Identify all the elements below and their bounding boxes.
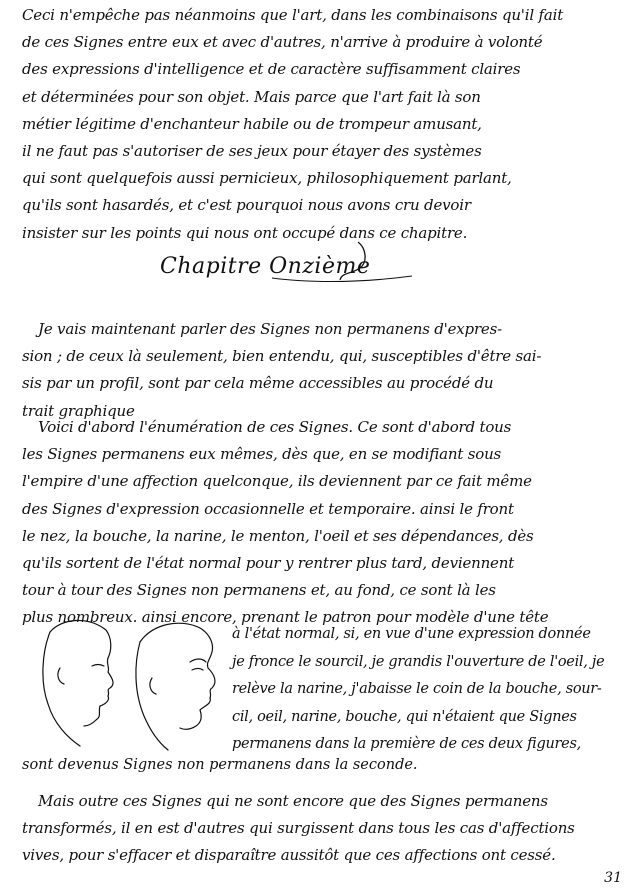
profile-sketches <box>40 612 222 762</box>
profile-expressive <box>136 623 215 750</box>
paragraph-four <box>22 788 626 870</box>
text-line: Je vais maintenant parler des Signes non permanens d'expres- <box>38 320 502 338</box>
text-line: l'empire d'une affection quelconque, ils deviennent par ce fait même <box>22 472 532 491</box>
text-line: de ces Signes entre eux et avec d'autres, n'arrive à produire à volonté <box>22 33 543 52</box>
text-line: relève la narine, j'abaisse le coin de la bouche, sour- <box>232 681 602 697</box>
intro-paragraph <box>22 2 626 247</box>
profile-normal <box>43 620 113 746</box>
text-line: cil, oeil, narine, bouche, qui n'étaient que Signes <box>232 708 577 725</box>
text-line: sion ; de ceux là seulement, bien entendu, qui, susceptibles d'être sai- <box>22 347 542 366</box>
caption-tail: sont devenus Signes non permanens dans la seconde. <box>22 757 418 773</box>
text-line: insister sur les points qui nous ont occupé dans ce chapitre. <box>22 223 468 242</box>
text-line: Mais outre ces Signes qui ne sont encore que des Signes permanens <box>38 792 548 810</box>
text-line: transformés, il en est d'autres qui surgissent dans tous les cas d'affections <box>22 819 575 838</box>
text-line: les Signes permanens eux mêmes, dès que, en se modifiant sous <box>22 445 502 464</box>
text-line: qu'ils sortent de l'état normal pour y rentrer plus tard, deviennent <box>22 554 515 573</box>
text-line: je fronce le sourcil, je grandis l'ouverture de l'oeil, je <box>232 653 605 670</box>
figure-caption <box>232 621 632 759</box>
text-line: qui sont quelquefois aussi pernicieux, philosophiquement parlant, <box>22 169 512 188</box>
text-line: métier légitime d'enchanteur habile ou de trompeur amusant, <box>22 114 482 133</box>
paragraph-three <box>22 414 626 632</box>
text-line: qu'ils sont hasardés, et c'est pourquoi nous avons cru devoir <box>22 196 471 215</box>
text-line: et déterminées pour son objet. Mais parce que l'art fait là son <box>22 87 481 106</box>
text-line: des expressions d'intelligence et de caractère suffisamment claires <box>22 60 521 79</box>
paragraph-two <box>22 316 626 425</box>
text-line: trait graphique <box>22 401 135 420</box>
text-line: Voici d'abord l'énumération de ces Signes. Ce sont d'abord tous <box>38 418 512 436</box>
chapter-heading: Chapitre Onzième <box>160 254 371 279</box>
text-line: Ceci n'empêche pas néanmoins que l'art, dans les combinaisons qu'il fait <box>22 6 564 24</box>
text-line: sis par un profil, sont par cela même accessibles au procédé du <box>22 374 494 393</box>
text-line: à l'état normal, si, en vue d'une expression donnée <box>232 626 591 642</box>
text-line: tour à tour des Signes non permanens et, au fond, ce sont là les <box>22 581 496 600</box>
text-line: vives, pour s'effacer et disparaître aussitôt que ces affections ont cessé. <box>22 846 556 865</box>
text-line: permanens dans la première de ces deux figures, <box>232 736 581 752</box>
text-line: plus nombreux. ainsi encore, prenant le patron pour modèle d'une tête <box>22 608 549 627</box>
text-line: le nez, la bouche, la narine, le menton, l'oeil et ses dépendances, dès <box>22 526 534 545</box>
text-line: il ne faut pas s'autoriser de ses jeux pour étayer des systèmes <box>22 142 482 161</box>
text-line: des Signes d'expression occasionnelle et temporaire. ainsi le front <box>22 499 514 518</box>
page-number: 31 <box>604 870 622 886</box>
